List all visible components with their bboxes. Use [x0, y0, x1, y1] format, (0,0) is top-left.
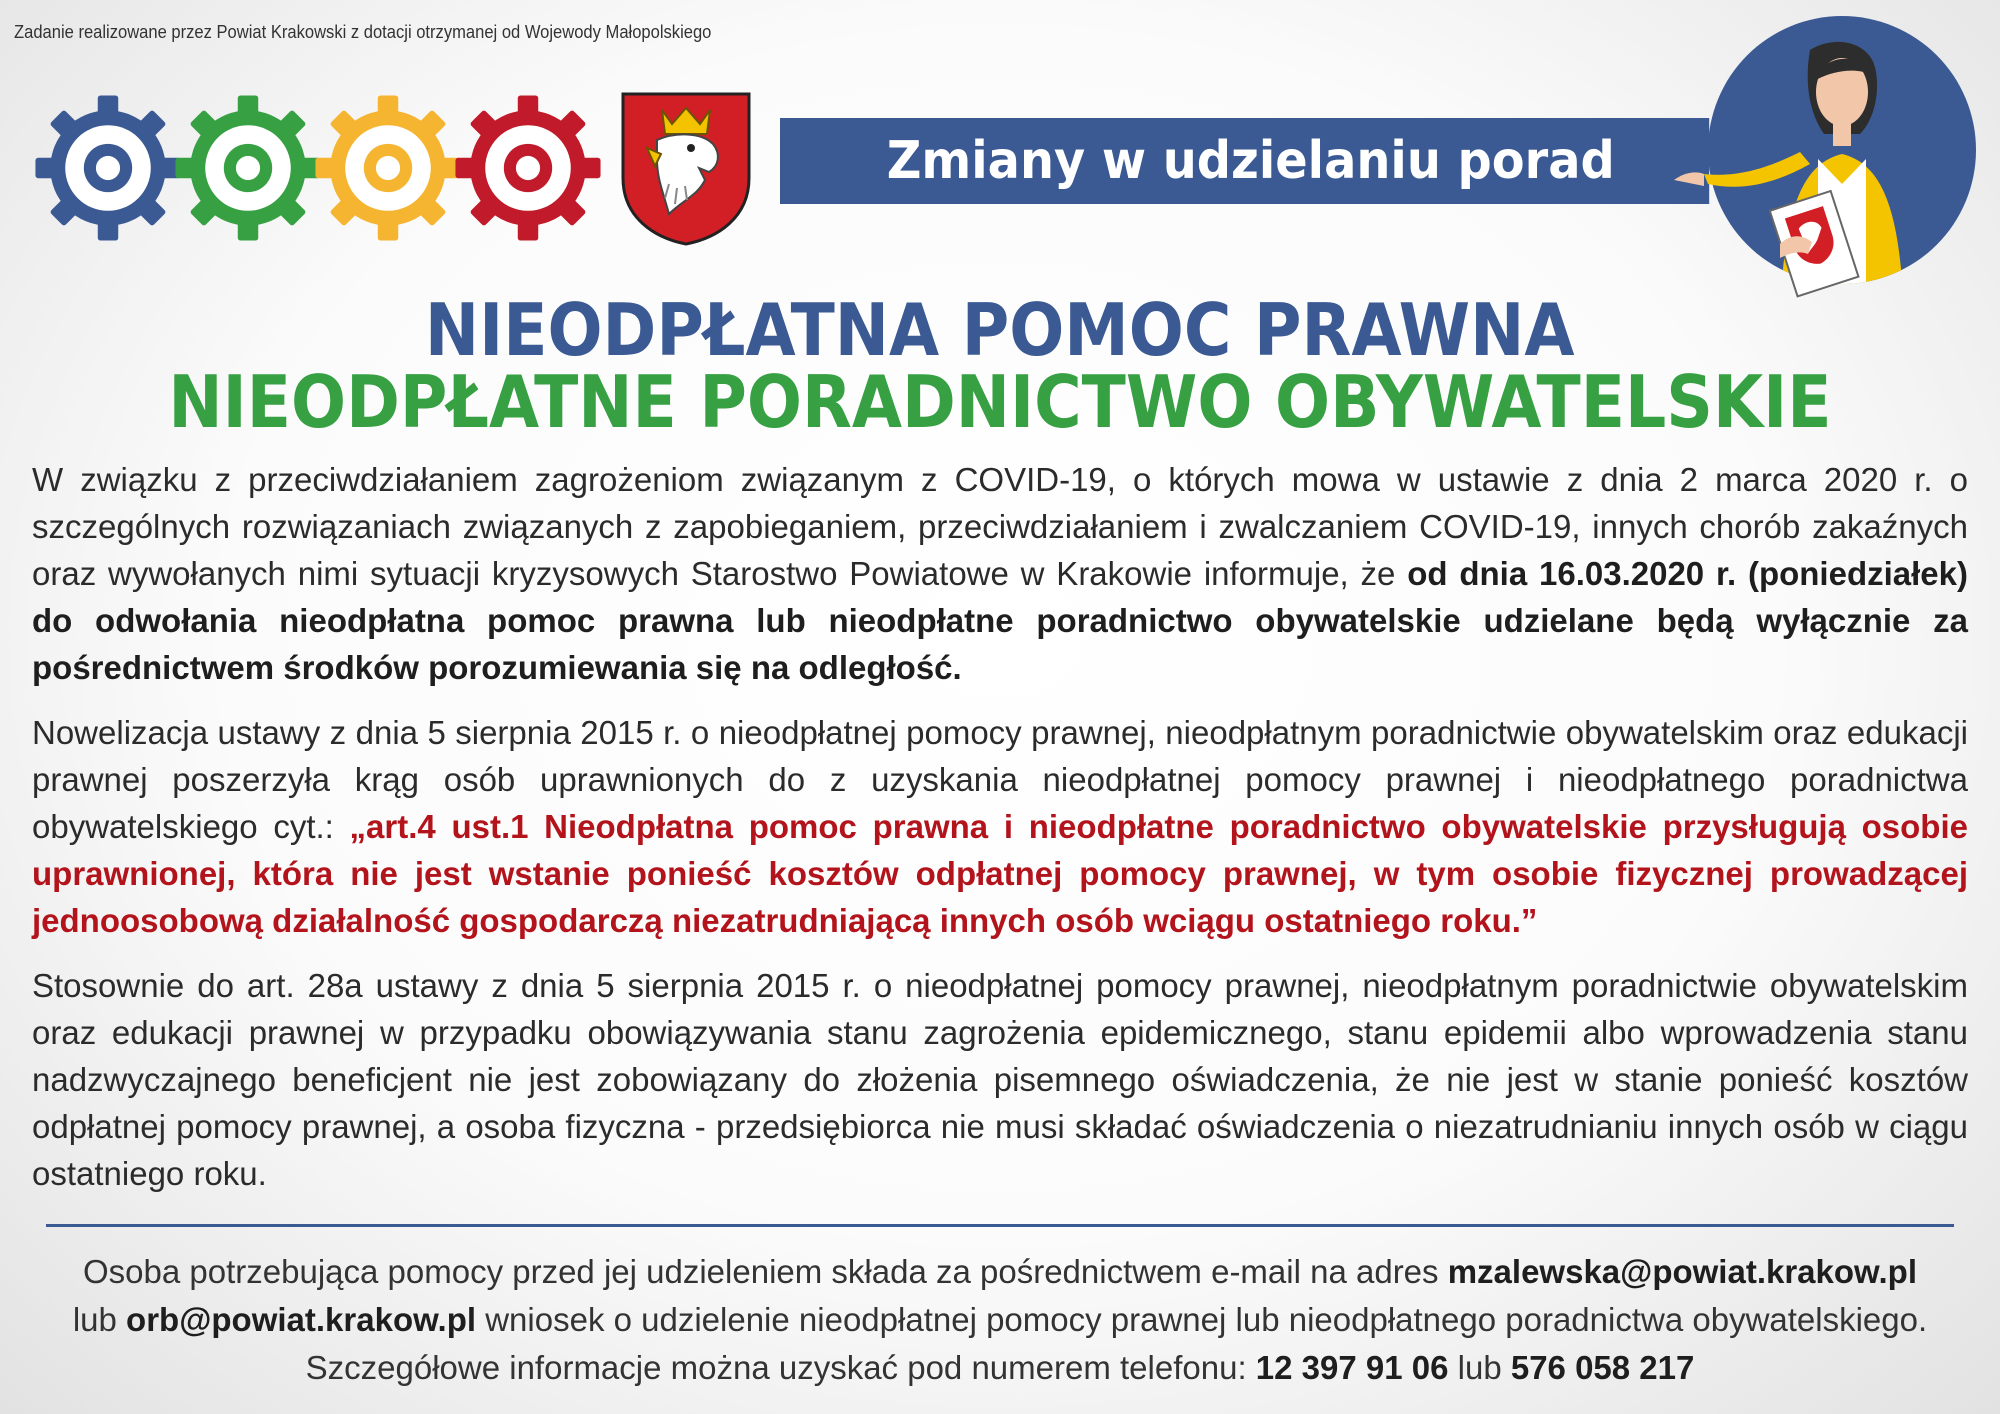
paragraph-covid-notice	[32, 456, 1968, 691]
gear-icon-red	[455, 95, 600, 240]
paragraph1-text: W związku z przeciwdziałaniem zagrożeniom związanym z COVID-19, o których mowa w ustawie z dnia 2 marca 2020 r. o szczególnych rozwiązaniach związanych z zapobieganiem, przeciwdziałaniem i zwalczaniem COVID-19, innych chorób zakaźnych oraz wywołanych nimi sytuacji kryzysowych Starostwo Powiatowe w Krakowie informuje, że	[32, 461, 1968, 592]
phone-number-1[interactable]: 12 397 91 06	[1255, 1349, 1449, 1386]
footer-line2-prefix: lub	[72, 1301, 127, 1338]
contact-footer	[0, 1248, 2000, 1392]
main-title-civic-counseling	[0, 360, 2000, 444]
footer-divider	[46, 1224, 1954, 1227]
footer-line3-text: Szczegółowe informacje można uzyskać pod numerem telefonu:	[305, 1349, 1256, 1386]
paragraph2-quote: „art.4 ust.1 Nieodpłatna pomoc prawna i nieodpłatne poradnictwo obywatelskie przysługują osobie uprawnionej, która nie jest wstanie ponieść kosztów odpłatnej pomocy prawnej, w tym osobie fizycznej prowadzącej jednoosobową działalność gospodarczą niezatrudniającą innych osób wciągu ostatniego roku.”	[32, 808, 1968, 939]
paragraph-amendment	[32, 709, 1968, 944]
phone-number-2[interactable]: 576 058 217	[1510, 1349, 1695, 1386]
email-link-mzalewska[interactable]: mzalewska@powiat.krakow.pl	[1447, 1253, 1917, 1290]
main-title-line2: NIEODPŁATNE PORADNICTWO OBYWATELSKIE	[168, 360, 1832, 444]
funding-note: Zadanie realizowane przez Powiat Krakowski z dotacji otrzymanej od Wojewody Małopolskiego	[14, 22, 712, 42]
paragraph2-text: Nowelizacja ustawy z dnia 5 sierpnia 2015 r. o nieodpłatnej pomocy prawnej, nieodpłatnym poradnictwie obywatelskim oraz edukacji prawnej poszerzyła krąg osób uprawnionych do z uzyskania nieodpłatnej pomocy prawnej i nieodpłatnego poradnictwa obywatelskiego cyt.:	[32, 714, 1968, 845]
announcement-body	[32, 456, 1968, 1215]
footer-line1-text: Osoba potrzebująca pomocy przed jej udzieleniem składa za pośrednictwem e-mail na adres	[83, 1253, 1448, 1290]
gear-icon-yellow	[315, 95, 460, 240]
paragraph-art28a	[32, 962, 1968, 1197]
banner-title: Zmiany w udzielaniu porad	[780, 118, 1709, 204]
main-title-line1: NIEODPŁATNA POMOC PRAWNA	[425, 288, 1575, 372]
footer-line-3	[0, 1344, 2000, 1392]
footer-line-2	[0, 1296, 2000, 1344]
gears-logo	[28, 88, 608, 246]
footer-line3-or: lub	[1448, 1349, 1511, 1386]
email-link-orb[interactable]: orb@powiat.krakow.pl	[126, 1301, 477, 1338]
paragraph3-text: Stosownie do art. 28a ustawy z dnia 5 sierpnia 2015 r. o nieodpłatnej pomocy prawnej, nieodpłatnym poradnictwie obywatelskim oraz edukacji prawnej w przypadku obowiązywania stanu zagrożenia epidemicznego, stanu epidemii albo wprowadzenia stanu nadzwyczajnego beneficjent nie jest zobowiązany do złożenia pisemnego oświadczenia, że nie jest w stanie ponieść kosztów odpłatnej pomocy prawnej, a osoba fizyczna - przedsiębiorca nie musi składać oświadczenia o niezatrudnianiu innych osób w ciągu ostatniego roku.	[32, 967, 1968, 1192]
paragraph1-bold: od dnia 16.03.2020 r. (poniedziałek) do odwołania nieodpłatna pomoc prawna lub nieodpłatne poradnictwo obywatelskie udzielane będą wyłącznie za pośrednictwem środków porozumiewania się na odległość.	[32, 555, 1968, 686]
gear-icon-green	[175, 95, 320, 240]
footer-line-1	[0, 1248, 2000, 1296]
presenter-woman-icon	[1660, 14, 1990, 314]
coat-of-arms-icon	[617, 88, 755, 248]
footer-line2-text: wniosek o udzielenie nieodpłatnej pomocy prawnej lub nieodpłatnego poradnictwa obywatelskiego.	[476, 1301, 1928, 1338]
gear-icon-blue	[35, 95, 180, 240]
